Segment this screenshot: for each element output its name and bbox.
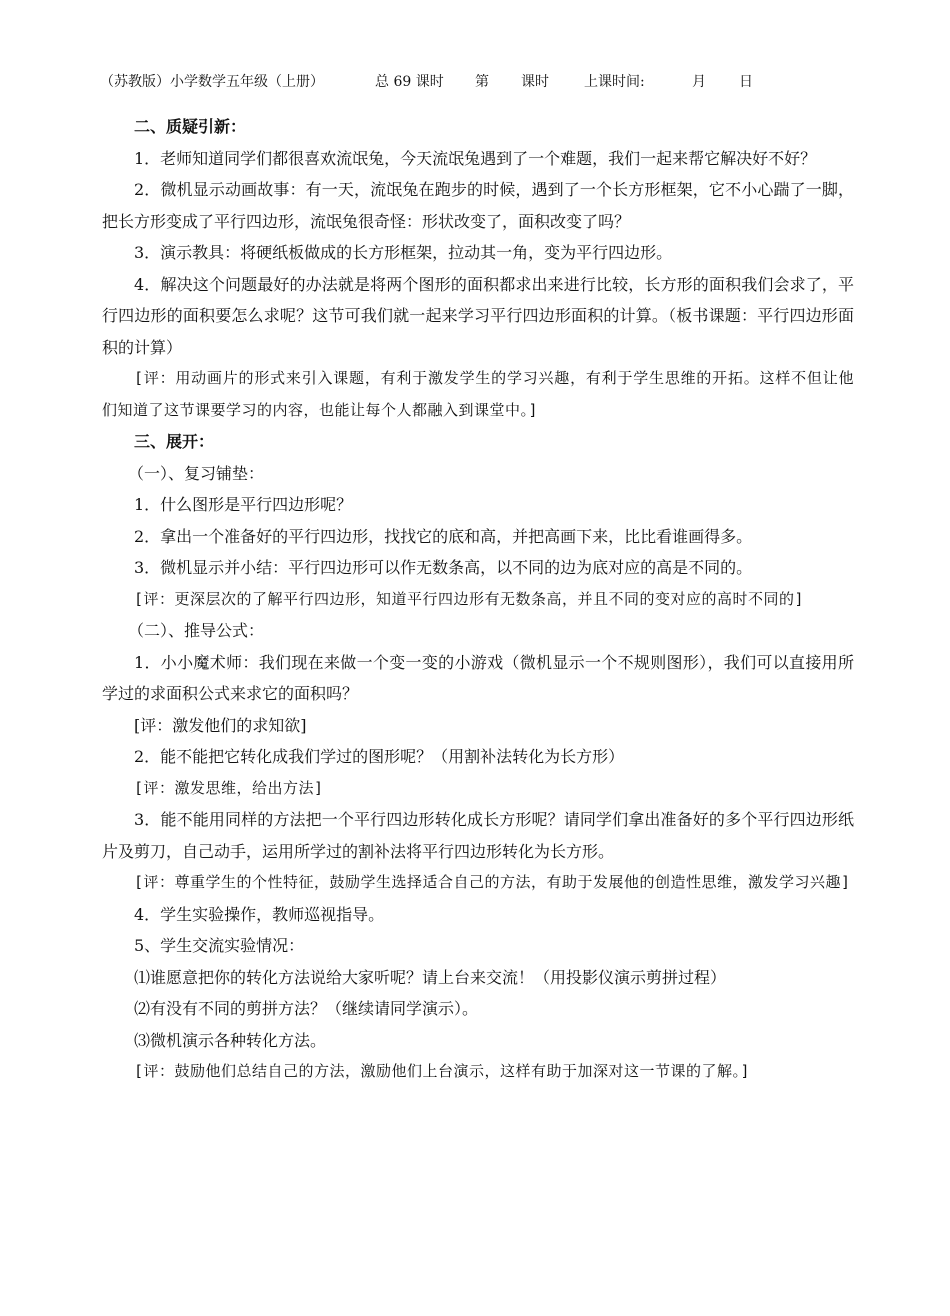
body-paragraph: 2．能不能把它转化成我们学过的图形呢？（用割补法转化为长方形）	[134, 747, 625, 766]
review-comment: [评：更深层次的了解平行四边形，知道平行四边形有无数条高，并且不同的变对应的高时不同的]	[134, 589, 805, 608]
body-paragraph: ⑶微机演示各种转化方法。	[134, 1030, 327, 1050]
header-day-label: 日	[739, 74, 753, 90]
header-month-label: 月	[692, 74, 706, 90]
body-paragraph: 2．微机显示动画故事：有一天，流氓兔在跑步的时候，遇到了一个长方形框架，它不小心踹了一脚，把长方形变成了平行四边形，流氓兔很奇怪：形状改变了，面积改变了吗？	[102, 180, 854, 231]
body-paragraph: 1．什么图形是平行四边形呢？	[134, 495, 353, 514]
body-paragraph: ⑵有没有不同的剪拼方法？（继续请同学演示）。	[134, 999, 479, 1018]
body-paragraph: [评：激发他们的求知欲]	[134, 715, 307, 735]
body-paragraph: 4．解决这个问题最好的办法就是将两个图形的面积都求出来进行比较，长方形的面积我们会求了，平行四边形的面积要怎么求呢？这节可我们就一起来学习平行四边形面积的计算。（板书课题：平行四边形面积的计算）	[102, 274, 854, 357]
body-paragraph: 1．小小魔术师：我们现在来做一个变一变的小游戏（微机显示一个不规则图形），我们可以直接用所学过的求面积公式来求它的面积吗？	[102, 652, 854, 703]
review-comment: [评：用动画片的形式来引入课题，有利于激发学生的学习兴趣，有利于学生思维的开拓。这样不但让他们知道了这节课要学习的内容，也能让每个人都融入到课堂中。]	[102, 369, 854, 419]
header-class-time-label: 上课时间:	[584, 74, 645, 90]
header-lesson-number-label: 第	[475, 74, 489, 90]
body-paragraph: 3．能不能用同样的方法把一个平行四边形转化成长方形呢？请同学们拿出准备好的多个平行四边形纸片及剪刀，自己动手，运用所学过的割补法将平行四边形转化为长方形。	[102, 810, 854, 861]
subsection-heading: （二）、推导公式：	[128, 621, 265, 640]
document-body	[102, 111, 854, 1088]
body-paragraph: 1．老师知道同学们都很喜欢流氓兔，今天流氓兔遇到了一个难题，我们一起来帮它解决好不好？	[134, 148, 817, 168]
header-total-lessons: 总 69 课时	[375, 74, 444, 90]
header-book-title: （苏教版）小学数学五年级（上册）	[100, 74, 324, 90]
section-heading: 二、质疑引新：	[134, 117, 247, 136]
body-paragraph: 3．微机显示并小结：平行四边形可以作无数条高，以不同的边为底对应的高是不同的。	[134, 558, 753, 577]
subsection-heading: （一）、复习铺垫：	[128, 463, 265, 483]
page-header	[100, 72, 860, 92]
review-comment: [评：激发思维，给出方法]	[134, 778, 324, 797]
body-paragraph: 4．学生实验操作，教师巡视指导。	[134, 904, 385, 924]
section-heading: 三、展开：	[134, 432, 215, 451]
body-paragraph: 2．拿出一个准备好的平行四边形，找找它的底和高，并把高画下来，比比看谁画得多。	[134, 526, 753, 546]
body-paragraph: 3．演示教具：将硬纸板做成的长方形框架，拉动其一角，变为平行四边形。	[134, 243, 673, 262]
body-paragraph: 5、学生交流实验情况：	[134, 936, 305, 955]
header-lesson-label: 课时	[521, 74, 549, 90]
body-paragraph: ⑴谁愿意把你的转化方法说给大家听呢？请上台来交流！（用投影仪演示剪拼过程）	[134, 967, 727, 987]
review-comment: [评：尊重学生的个性特征，鼓励学生选择适合自己的方法，有助于发展他的创造性思维，激发学习兴趣]	[134, 873, 851, 891]
review-comment: [评：鼓励他们总结自己的方法，激励他们上台演示，这样有助于加深对这一节课的了解。]	[134, 1062, 751, 1080]
